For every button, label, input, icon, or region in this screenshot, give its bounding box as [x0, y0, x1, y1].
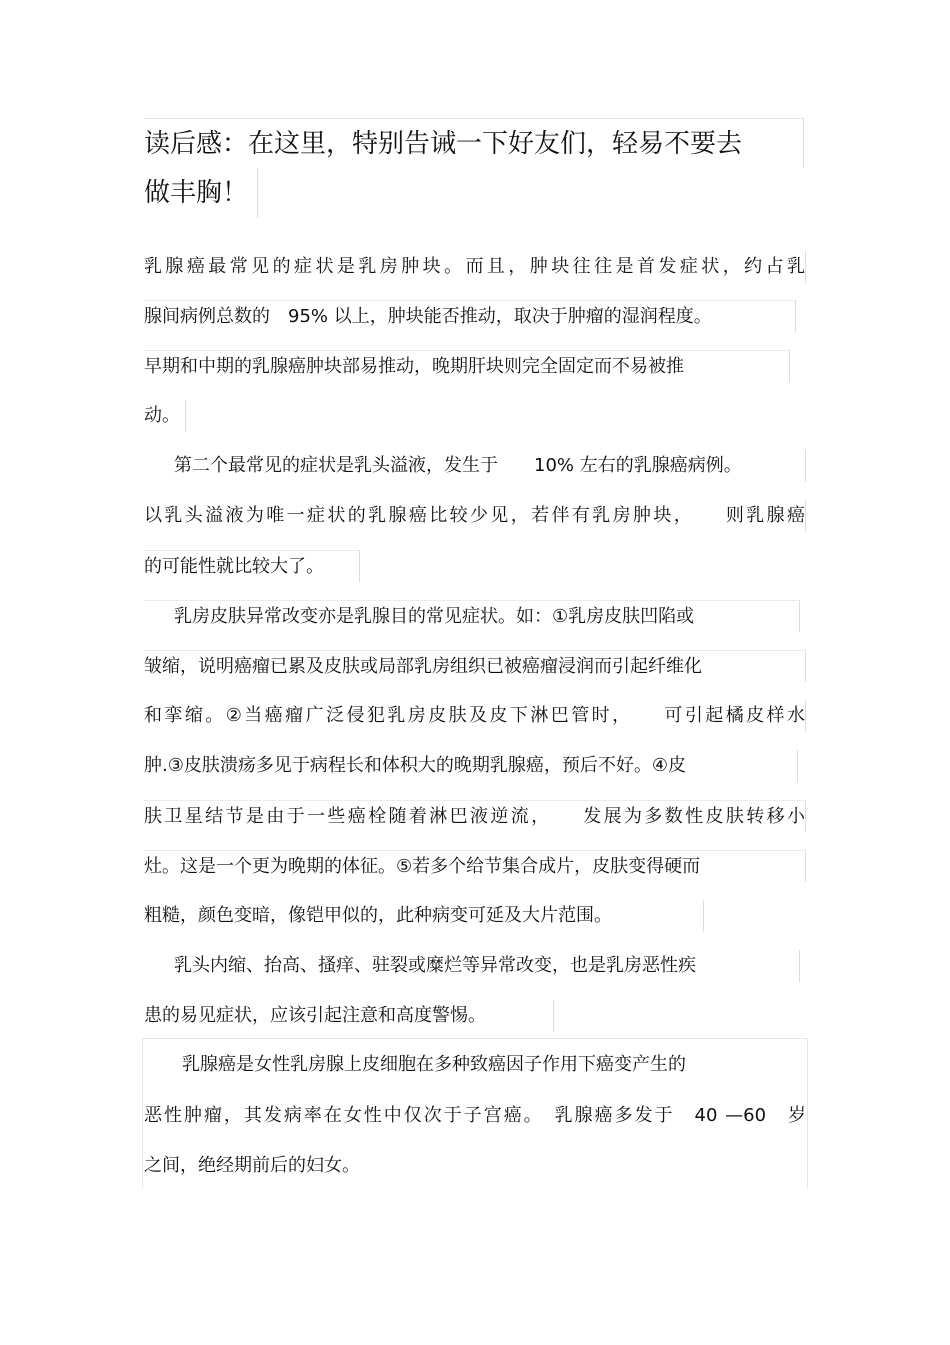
paragraph-line: 肿.③皮肤溃疡多见于病程长和体积大的晚期乳腺癌，预后不好。④皮	[144, 750, 798, 782]
paragraph-line: 之间，绝经期前后的妇女。	[144, 1155, 360, 1176]
paragraph-line: 腺间病例总数的 95% 以上，肿块能否推动，取决于肿瘤的湿润程度。	[144, 300, 796, 332]
paragraph-line: 第二个最常见的症状是乳头溢液，发生于 10% 左右的乳腺癌病例。	[144, 450, 806, 482]
paragraph-line: 乳腺癌最常见的症状是乳房肿块。而且，肿块往往是首发症状，约占乳	[144, 251, 806, 283]
paragraph-line: 肤卫星结节是由于一些癌栓随着淋巴液逆流， 发展为多数性皮肤转移小	[144, 800, 806, 832]
paragraph-line: 以乳头溢液为唯一症状的乳腺癌比较少见，若伴有乳房肿块， 则乳腺癌	[144, 500, 806, 532]
paragraph-line: 的可能性就比较大了。	[144, 550, 360, 582]
paragraph-line: 乳腺癌是女性乳房腺上皮细胞在多种致癌因子作用下癌变产生的	[182, 1054, 686, 1075]
paragraph-line: 粗糙，颜色变暗，像铠甲似的，此种病变可延及大片范围。	[144, 900, 704, 932]
paragraph-line: 灶。这是一个更为晚期的体征。⑤若多个给节集合成片，皮肤变得硬而	[144, 850, 806, 882]
paragraph-line: 恶性肿瘤，其发病率在女性中仅次于子宫癌。 乳腺癌多发于 40 —60 岁	[144, 1105, 806, 1126]
paragraph-line: 和挛缩。②当癌瘤广泛侵犯乳房皮肤及皮下淋巴管时， 可引起橘皮样水	[144, 700, 806, 732]
paragraph-line: 皱缩，说明癌瘤已累及皮肤或局部乳房组织已被癌瘤浸润而引起纤维化	[144, 650, 806, 682]
paragraph-line: 早期和中期的乳腺癌肿块部易推动，晚期肝块则完全固定而不易被推	[144, 350, 790, 382]
paragraph-line: 乳头内缩、抬高、搔痒、驻裂或糜烂等异常改变，也是乳房恶性疾	[144, 950, 800, 982]
paragraph-line: 乳房皮肤异常改变亦是乳腺目的常见症状。如：①乳房皮肤凹陷或	[144, 600, 800, 632]
paragraph-line: 动。	[144, 400, 186, 432]
title-line-2: 做丰胸！	[144, 168, 258, 218]
title-line-1: 读后感：在这里，特别告诫一下好友们，轻易不要去	[144, 118, 804, 168]
paragraph-line: 患的易见症状，应该引起注意和高度警惕。	[144, 1000, 554, 1032]
